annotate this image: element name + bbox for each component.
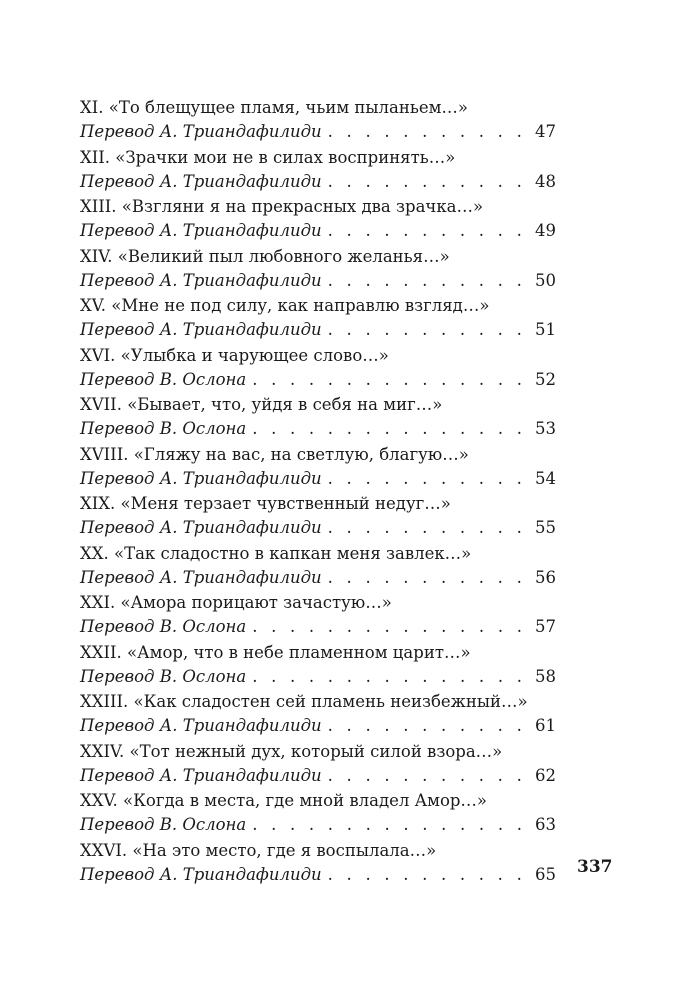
dot-leader (328, 170, 524, 194)
toc-entry-page-number: 53 (535, 419, 556, 438)
dot-leader (328, 516, 524, 540)
dot-leader (328, 863, 524, 887)
toc-entry-page-number: 57 (535, 617, 556, 636)
toc-entry (80, 740, 556, 790)
toc-entry-line (80, 566, 556, 590)
dot-leader (328, 269, 524, 293)
toc-entry (80, 542, 556, 592)
toc-entry (80, 591, 556, 641)
dot-leader (328, 318, 524, 342)
toc-entry-page-number: 48 (535, 171, 556, 191)
toc-entry-page-number: 65 (535, 864, 556, 884)
toc-entry-line (80, 417, 556, 441)
dot-leader (328, 219, 524, 243)
toc-entry-line (80, 813, 556, 837)
toc-entry-line (80, 170, 556, 194)
toc-entry-line (80, 269, 556, 293)
toc-entry-page-number: 55 (535, 518, 556, 537)
toc-entry-translator: Перевод А. Триандафилиди (80, 864, 322, 884)
dot-leader (252, 615, 524, 639)
toc-entry-page-number: 49 (535, 221, 556, 240)
toc-entry-translator: Перевод А. Триандафилиди (80, 270, 322, 290)
toc-entry (80, 195, 556, 245)
toc-entry-title: XVI. «Улыбка и чарующее слово…» (80, 345, 389, 365)
toc-entry (80, 393, 556, 443)
toc-entry-translator: Перевод В. Ослона (80, 617, 247, 636)
toc-entry (80, 443, 556, 493)
toc-entry-title: XVIII. «Гляжу на вас, на светлую, благую…» (80, 444, 469, 464)
toc-entry-page-number: 62 (535, 765, 556, 785)
dot-leader (328, 120, 524, 144)
toc-entry-translator: Перевод В. Ослона (80, 815, 247, 834)
toc-entry (80, 245, 556, 295)
toc-entry (80, 690, 556, 740)
table-of-contents (80, 96, 556, 888)
dot-leader (252, 417, 524, 441)
toc-entry-translator: Перевод А. Триандафилиди (80, 518, 322, 537)
toc-entry-translator: Перевод А. Триандафилиди (80, 765, 322, 785)
toc-entry-page-number: 52 (535, 369, 556, 389)
page-number: 337 (577, 857, 613, 877)
toc-entry-translator: Перевод А. Триандафилиди (80, 716, 322, 735)
toc-entry-translator: Перевод В. Ослона (80, 666, 247, 686)
toc-entry-line (80, 764, 556, 788)
toc-entry-translator: Перевод А. Триандафилиди (80, 221, 322, 240)
toc-entry-line (80, 368, 556, 392)
dot-leader (328, 764, 524, 788)
toc-entry (80, 294, 556, 344)
toc-entry-translator: Перевод А. Триандафилиди (80, 567, 322, 587)
toc-entry (80, 641, 556, 691)
toc-entry-title: XXIII. «Как сладостен сей пламень неизбежный…» (80, 692, 528, 711)
toc-entry-title: XIV. «Великий пыл любовного желанья…» (80, 246, 450, 266)
toc-entry-line (80, 714, 556, 738)
dot-leader (252, 813, 524, 837)
dot-leader (328, 714, 524, 738)
toc-entry-page-number: 58 (535, 666, 556, 686)
toc-entry-title: XX. «Так сладостно в капкан меня завлек…» (80, 543, 472, 563)
toc-entry-title: XXV. «Когда в места, где мной владел Амор…» (80, 791, 488, 810)
dot-leader (252, 368, 524, 392)
toc-entry-translator: Перевод В. Ослона (80, 369, 247, 389)
toc-entry (80, 789, 556, 839)
toc-entry-title: XIII. «Взгляни я на прекрасных два зрачка…» (80, 197, 484, 216)
toc-entry-line (80, 120, 556, 144)
toc-entry-line (80, 318, 556, 342)
toc-entry-page-number: 47 (535, 122, 556, 141)
toc-entry-line (80, 467, 556, 491)
toc-entry-title: XII. «Зрачки мои не в силах воспринять…» (80, 147, 456, 167)
dot-leader (328, 566, 524, 590)
toc-entry (80, 96, 556, 146)
toc-entry-line (80, 615, 556, 639)
toc-entry-title: XXI. «Амора порицают зачастую…» (80, 593, 392, 612)
toc-entry-page-number: 54 (535, 468, 556, 488)
dot-leader (252, 665, 524, 689)
toc-entry-page-number: 51 (535, 320, 556, 339)
toc-entry-translator: Перевод А. Триандафилиди (80, 320, 322, 339)
toc-entry (80, 492, 556, 542)
toc-entry-title: XXIV. «Тот нежный дух, который силой взора…» (80, 741, 503, 761)
toc-entry-title: XXVI. «На это место, где я воспылала…» (80, 840, 437, 860)
toc-entry-page-number: 63 (535, 815, 556, 834)
toc-entry (80, 146, 556, 196)
toc-entry-line (80, 219, 556, 243)
toc-entry-line (80, 863, 556, 887)
toc-entry-title: XIX. «Меня терзает чувственный недуг…» (80, 494, 451, 513)
toc-entry-translator: Перевод А. Триандафилиди (80, 122, 322, 141)
toc-entry-title: XVII. «Бывает, что, уйдя в себя на миг…» (80, 395, 443, 414)
toc-entry-page-number: 61 (535, 716, 556, 735)
toc-entry (80, 839, 556, 889)
toc-entry-title: XI. «То блещущее пламя, чьим пыланьем…» (80, 98, 469, 117)
toc-entry (80, 344, 556, 394)
toc-entry-page-number: 56 (535, 567, 556, 587)
toc-entry-line (80, 665, 556, 689)
toc-entry-title: XXII. «Амор, что в небе пламенном царит…» (80, 642, 471, 662)
toc-entry-line (80, 516, 556, 540)
toc-entry-page-number: 50 (535, 270, 556, 290)
toc-entry-translator: Перевод В. Ослона (80, 419, 247, 438)
dot-leader (328, 467, 524, 491)
toc-entry-title: XV. «Мне не под силу, как направлю взгляд…» (80, 296, 490, 315)
toc-entry-translator: Перевод А. Триандафилиди (80, 171, 322, 191)
toc-entry-translator: Перевод А. Триандафилиди (80, 468, 322, 488)
